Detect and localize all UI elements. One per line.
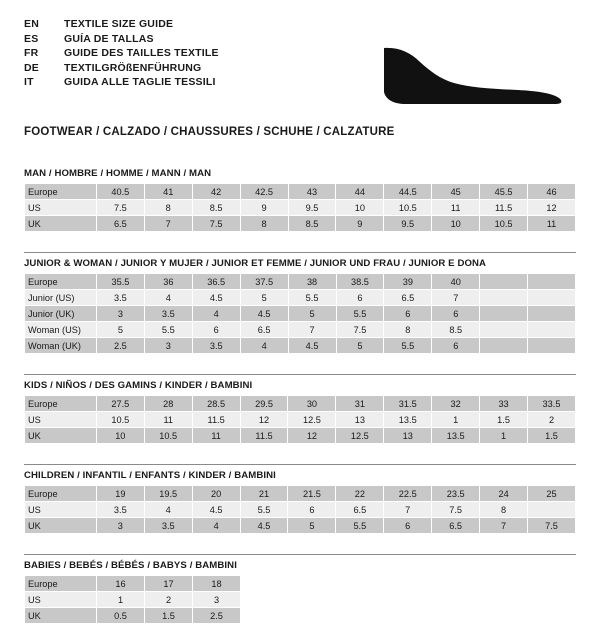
size-cell: 3.5 (192, 338, 240, 354)
size-cell: 29.5 (240, 396, 288, 412)
size-cell: 7 (384, 502, 432, 518)
size-cell: 27.5 (96, 396, 144, 412)
language-row (24, 18, 219, 33)
size-cell: 4.5 (192, 502, 240, 518)
size-cell: 36.5 (192, 274, 240, 290)
size-cell: 36 (144, 274, 192, 290)
size-cell: 41 (144, 184, 192, 200)
size-cell: 3.5 (144, 518, 192, 534)
table-row (25, 608, 241, 624)
size-cell: 9 (336, 216, 384, 232)
size-cell: 5 (288, 306, 336, 322)
size-cell: 8.5 (288, 216, 336, 232)
size-cell: 39 (384, 274, 432, 290)
row-label: Europe (25, 274, 97, 290)
size-cell: 12 (240, 412, 288, 428)
size-cell: 6 (288, 502, 336, 518)
size-cell: 1 (480, 428, 528, 444)
size-cell: 22 (336, 486, 384, 502)
size-cell: 6 (384, 306, 432, 322)
size-cell: 11 (192, 428, 240, 444)
size-cell: 4.5 (192, 290, 240, 306)
size-cell: 6 (384, 518, 432, 534)
size-cell: 33.5 (528, 396, 576, 412)
section-divider (24, 554, 576, 555)
language-list (24, 18, 219, 91)
size-cell: 28.5 (192, 396, 240, 412)
size-cell: 40 (432, 274, 480, 290)
size-cell: 9 (240, 200, 288, 216)
size-cell: 6 (192, 322, 240, 338)
size-cell: 5.5 (144, 322, 192, 338)
section-title: CHILDREN / INFANTIL / ENFANTS / KINDER / BAMBINI (24, 470, 276, 481)
language-code: DE (24, 61, 39, 74)
size-cell (528, 274, 576, 290)
language-text: GUÍA DE TALLAS (64, 32, 154, 45)
row-label: US (25, 502, 97, 518)
language-code: FR (24, 47, 39, 59)
size-cell: 2 (528, 412, 576, 428)
size-cell: 6.5 (384, 290, 432, 306)
size-cell: 3 (193, 592, 241, 608)
size-cell: 32 (432, 396, 480, 412)
size-cell (528, 338, 576, 354)
size-cell: 23.5 (432, 486, 480, 502)
size-cell: 4.5 (288, 338, 336, 354)
size-cell: 7 (288, 322, 336, 338)
size-cell: 44 (336, 184, 384, 200)
size-cell: 11.5 (192, 412, 240, 428)
size-cell: 5.5 (384, 338, 432, 354)
size-cell: 12.5 (288, 412, 336, 428)
row-label: US (25, 412, 97, 428)
section-title: KIDS / NIÑOS / DES GAMINS / KINDER / BAMBINI (24, 380, 253, 391)
size-cell: 7.5 (96, 200, 144, 216)
size-cell: 1 (432, 412, 480, 428)
size-cell: 10.5 (144, 428, 192, 444)
size-cell: 8.5 (192, 200, 240, 216)
size-cell: 4 (144, 290, 192, 306)
size-section (24, 168, 576, 232)
table-row (25, 290, 576, 306)
size-cell: 7.5 (192, 216, 240, 232)
size-cell: 22.5 (384, 486, 432, 502)
size-cell: 3.5 (144, 306, 192, 322)
size-cell: 3 (96, 306, 144, 322)
language-text: TEXTILGRÖßENFÜHRUNG (64, 61, 202, 74)
size-cell: 4 (192, 518, 240, 534)
size-cell: 11 (144, 412, 192, 428)
size-cell: 7.5 (336, 322, 384, 338)
size-cell (528, 322, 576, 338)
size-cell: 12 (288, 428, 336, 444)
table-row (25, 396, 576, 412)
size-cell: 6.5 (336, 502, 384, 518)
row-label: UK (25, 428, 97, 444)
size-section (24, 374, 576, 444)
size-cell (480, 306, 528, 322)
table-row (25, 412, 576, 428)
size-cell: 10 (336, 200, 384, 216)
size-cell: 28 (144, 396, 192, 412)
language-row (24, 33, 219, 48)
size-cell: 6.5 (432, 518, 480, 534)
size-cell: 18 (193, 576, 241, 592)
size-cell: 21.5 (288, 486, 336, 502)
size-cell: 38.5 (336, 274, 384, 290)
size-cell: 2.5 (96, 338, 144, 354)
size-cell: 30 (288, 396, 336, 412)
size-cell: 31 (336, 396, 384, 412)
size-cell: 42 (192, 184, 240, 200)
size-table (24, 395, 576, 444)
size-cell: 3.5 (96, 290, 144, 306)
language-row (24, 76, 219, 91)
size-cell: 11.5 (480, 200, 528, 216)
table-row (25, 200, 576, 216)
section-title: BABIES / BEBÉS / BÉBÉS / BABYS / BAMBINI (24, 560, 237, 571)
size-cell: 11 (528, 216, 576, 232)
size-cell: 3 (96, 518, 144, 534)
size-cell: 7 (144, 216, 192, 232)
size-cell (528, 290, 576, 306)
section-divider (24, 252, 576, 253)
size-cell: 5.5 (336, 306, 384, 322)
size-cell (528, 502, 576, 518)
size-cell: 17 (145, 576, 193, 592)
size-cell: 5.5 (336, 518, 384, 534)
size-cell: 8.5 (432, 322, 480, 338)
size-cell: 13.5 (432, 428, 480, 444)
language-text: TEXTILE SIZE GUIDE (64, 18, 174, 30)
dress-shoe-icon (376, 40, 566, 110)
row-label: Europe (25, 396, 97, 412)
row-label: Woman (US) (25, 322, 97, 338)
row-label: Europe (25, 184, 97, 200)
section-divider (24, 374, 576, 375)
size-cell: 5 (336, 338, 384, 354)
size-cell: 10.5 (480, 216, 528, 232)
size-cell: 0.5 (97, 608, 145, 624)
size-cell: 7 (480, 518, 528, 534)
size-cell (480, 274, 528, 290)
size-cell: 1.5 (145, 608, 193, 624)
table-row (25, 502, 576, 518)
row-label: Europe (25, 576, 97, 592)
size-cell: 38 (288, 274, 336, 290)
language-code: EN (24, 18, 39, 30)
size-cell: 10 (96, 428, 144, 444)
size-cell: 35.5 (96, 274, 144, 290)
size-cell: 10.5 (96, 412, 144, 428)
table-row (25, 576, 241, 592)
size-cell: 33 (480, 396, 528, 412)
size-cell: 12.5 (336, 428, 384, 444)
language-text: GUIDA ALLE TAGLIE TESSILI (64, 76, 216, 88)
size-section (24, 252, 576, 354)
size-cell: 9.5 (288, 200, 336, 216)
size-cell: 4 (144, 502, 192, 518)
size-cell: 16 (97, 576, 145, 592)
row-label: UK (25, 518, 97, 534)
size-cell: 5.5 (288, 290, 336, 306)
size-cell: 43 (288, 184, 336, 200)
size-cell: 3.5 (96, 502, 144, 518)
size-cell: 5 (288, 518, 336, 534)
size-cell: 5 (96, 322, 144, 338)
size-cell: 8 (384, 322, 432, 338)
size-cell: 7.5 (432, 502, 480, 518)
table-row (25, 184, 576, 200)
table-row (25, 306, 576, 322)
size-cell: 24 (480, 486, 528, 502)
section-title: MAN / HOMBRE / HOMME / MANN / MAN (24, 168, 212, 179)
size-cell: 13.5 (384, 412, 432, 428)
size-cell: 1 (97, 592, 145, 608)
size-section (24, 554, 576, 624)
language-code: IT (24, 76, 34, 88)
size-cell: 6 (336, 290, 384, 306)
table-row (25, 338, 576, 354)
row-label: UK (25, 608, 97, 624)
size-cell: 42.5 (240, 184, 288, 200)
size-cell: 20 (192, 486, 240, 502)
size-cell: 11.5 (240, 428, 288, 444)
language-code: ES (24, 32, 39, 45)
size-cell: 40.5 (96, 184, 144, 200)
size-cell: 9.5 (384, 216, 432, 232)
size-cell: 45.5 (480, 184, 528, 200)
table-row (25, 518, 576, 534)
language-row (24, 47, 219, 62)
size-cell: 4.5 (240, 306, 288, 322)
header (24, 18, 576, 118)
size-table (24, 273, 576, 354)
size-cell (480, 290, 528, 306)
row-label: Woman (UK) (25, 338, 97, 354)
size-cell: 2 (145, 592, 193, 608)
size-cell: 21 (240, 486, 288, 502)
size-cell: 19 (96, 486, 144, 502)
size-cell: 4 (192, 306, 240, 322)
size-cell: 46 (528, 184, 576, 200)
size-cell: 7 (432, 290, 480, 306)
size-cell: 37.5 (240, 274, 288, 290)
size-cell: 8 (240, 216, 288, 232)
size-cell (528, 306, 576, 322)
size-section (24, 464, 576, 534)
section-divider (24, 464, 576, 465)
size-cell: 2.5 (193, 608, 241, 624)
row-label: UK (25, 216, 97, 232)
row-label: Europe (25, 486, 97, 502)
row-label: Junior (US) (25, 290, 97, 306)
row-label: Junior (UK) (25, 306, 97, 322)
table-row (25, 428, 576, 444)
table-row (25, 216, 576, 232)
size-cell: 5.5 (240, 502, 288, 518)
size-table (24, 183, 576, 232)
size-table (24, 485, 576, 534)
size-cell: 5 (240, 290, 288, 306)
size-cell: 4 (240, 338, 288, 354)
size-cell: 3 (144, 338, 192, 354)
size-tables (24, 168, 576, 624)
size-cell: 45 (432, 184, 480, 200)
size-cell: 44.5 (384, 184, 432, 200)
size-cell: 10.5 (384, 200, 432, 216)
table-row (25, 274, 576, 290)
size-cell: 7.5 (528, 518, 576, 534)
row-label: US (25, 200, 97, 216)
language-text: GUIDE DES TAILLES TEXTILE (64, 47, 219, 59)
language-row (24, 62, 219, 77)
section-title: JUNIOR & WOMAN / JUNIOR Y MUJER / JUNIOR ET FEMME / JUNIOR UND FRAU / JUNIOR E DONA (24, 258, 487, 269)
size-cell: 13 (384, 428, 432, 444)
size-cell: 12 (528, 200, 576, 216)
page-title: FOOTWEAR / CALZADO / CHAUSSURES / SCHUHE / CALZATURE (24, 126, 395, 138)
size-cell: 6.5 (240, 322, 288, 338)
size-cell: 19.5 (144, 486, 192, 502)
size-cell: 25 (528, 486, 576, 502)
row-label: US (25, 592, 97, 608)
size-cell (480, 322, 528, 338)
size-cell: 6.5 (96, 216, 144, 232)
size-cell: 6 (432, 338, 480, 354)
size-cell: 13 (336, 412, 384, 428)
table-row (25, 486, 576, 502)
size-cell: 1.5 (480, 412, 528, 428)
size-cell: 8 (144, 200, 192, 216)
size-cell: 6 (432, 306, 480, 322)
size-cell: 4.5 (240, 518, 288, 534)
size-cell (480, 338, 528, 354)
table-row (25, 322, 576, 338)
size-cell: 31.5 (384, 396, 432, 412)
size-cell: 11 (432, 200, 480, 216)
size-cell: 8 (480, 502, 528, 518)
size-cell: 10 (432, 216, 480, 232)
size-cell: 1.5 (528, 428, 576, 444)
